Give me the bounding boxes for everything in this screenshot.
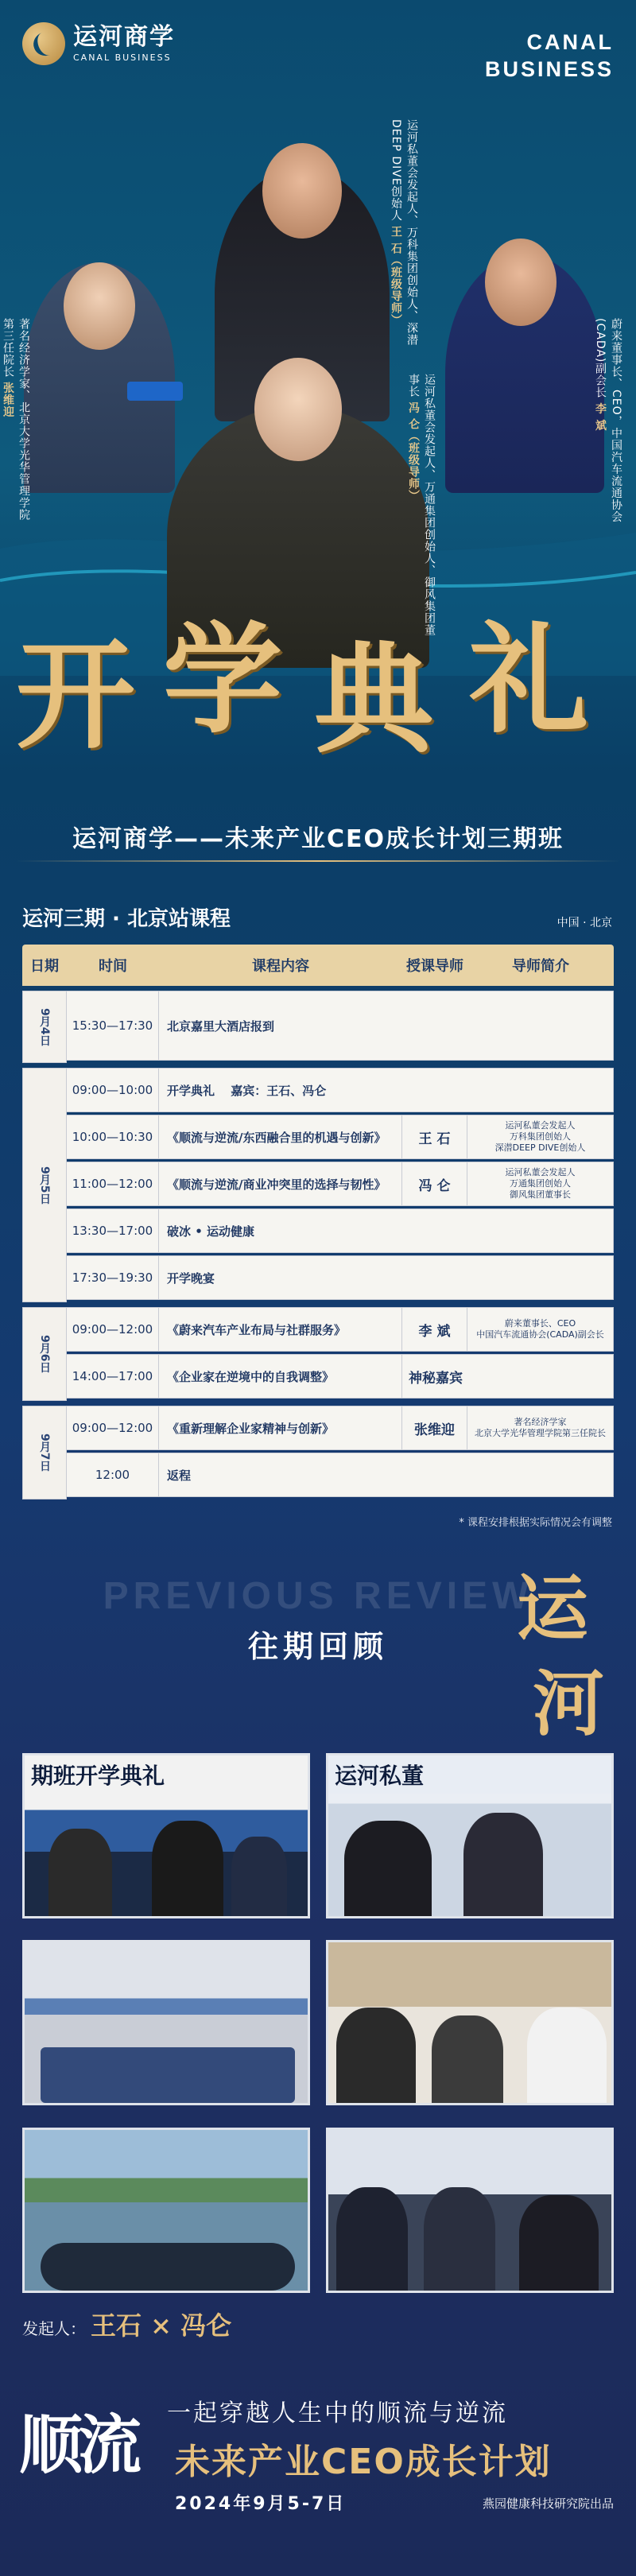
group-date: 9月7日 (22, 1406, 67, 1499)
speaker-title-li: 蔚来董事长、CEO，中国汽车流通协会(CADA)副会长 (594, 318, 622, 523)
row-teacher: 张维迎 (401, 1406, 467, 1449)
photo-1-caption: 期班开学典礼 (25, 1755, 308, 1794)
row-time: 09:00—12:00 (67, 1406, 159, 1449)
review-title: 往期回顾 (247, 1629, 388, 1664)
brand-logo (22, 22, 175, 65)
review-photo-5 (22, 2128, 310, 2293)
row-content: 《顺流与逆流/商业冲突里的选择与韧性》 (167, 1177, 386, 1192)
review-photo-2 (326, 1753, 614, 1918)
brand-wordmark (485, 29, 614, 83)
row-time: 13:30—17:00 (67, 1209, 159, 1252)
title-char-1: 开 (16, 626, 136, 766)
speaker-label-feng (405, 374, 437, 644)
title-char-4: 礼 (469, 610, 589, 750)
footer-program: 未来产业CEO成长计划 (175, 2442, 552, 2482)
speaker-label-wang (388, 119, 420, 374)
gold-divider (16, 860, 620, 862)
footer-date: 2024年9月5-7日 (175, 2494, 347, 2514)
calli-char-1: 运 (517, 1566, 588, 1651)
table-row (67, 1115, 614, 1159)
speaker-title-wang: 运河私董会发起人、万科集团创始人、深潜DEEP DIVE创始人 (390, 119, 418, 346)
table-row (67, 1406, 614, 1450)
table-row (67, 1068, 614, 1112)
schedule-table (22, 945, 614, 1499)
review-photo-3 (22, 1940, 310, 2105)
brand-line-1: CANAL (526, 30, 614, 54)
speaker-name-li: 李 斌 (594, 402, 607, 432)
review-photo-6 (326, 2128, 614, 2293)
header-teacher: 授课导师 (406, 958, 463, 975)
row-time: 10:00—10:30 (67, 1115, 159, 1158)
row-content: 返程 (167, 1468, 192, 1483)
group-date: 9月6日 (22, 1307, 67, 1401)
row-content: 破冰 • 运动健康 (167, 1224, 255, 1239)
speaker-name-feng: 冯 仑（班级导师） (407, 402, 420, 502)
group-date: 9月4日 (22, 991, 67, 1063)
review-photo-4 (326, 1940, 614, 2105)
mic-logo-icon (127, 382, 183, 401)
group-date: 9月5日 (22, 1068, 67, 1302)
initiators (22, 2306, 231, 2342)
row-time: 12:00 (67, 1453, 159, 1496)
table-header (22, 945, 614, 986)
row-content: 《重新理解企业家精神与创新》 (167, 1421, 335, 1436)
row-intro: 蔚来董事长、CEO 中国汽车流通协会(CADA)副会长 (467, 1308, 613, 1351)
date-group (22, 991, 614, 1063)
footer-logo: 顺流 (19, 2407, 137, 2482)
row-content: 《企业家在逆境中的自我调整》 (167, 1369, 335, 1384)
photo-2-caption: 运河私董 (328, 1755, 611, 1794)
program-subtitle: 运河商学——未来产业CEO成长计划三期班 (72, 825, 564, 853)
logo-cn: 运河商学 (73, 22, 175, 51)
table-row (67, 991, 614, 1061)
row-time: 09:00—12:00 (67, 1308, 159, 1351)
row-intro: 运河私董会发起人 万通集团创始人 御风集团董事长 (467, 1162, 613, 1205)
row-teacher: 王 石 (401, 1115, 467, 1158)
header-intro: 导师简介 (512, 958, 569, 975)
speakers-hero (0, 103, 636, 676)
footer-slogan: 一起穿越人生中的顺流与逆流 (167, 2399, 508, 2427)
logo-en: CANAL BUSINESS (73, 52, 172, 63)
speaker-head-wang (262, 143, 342, 239)
row-content: 《蔚来汽车产业布局与社群服务》 (167, 1322, 347, 1337)
row-content: 开学典礼 嘉宾：王石、冯仑 (167, 1083, 327, 1098)
header-time: 时间 (99, 958, 127, 975)
brand-line-2: BUSINESS (484, 57, 614, 81)
table-row (67, 1255, 614, 1300)
speaker-name-wang: 王 石（班级导师） (390, 226, 402, 327)
calli-char-2: 河 (533, 1662, 604, 1746)
header-content: 课程内容 (252, 958, 309, 975)
speaker-title-feng: 运河私董会发起人、万通集团创始人、御风集团董事长 (407, 374, 436, 636)
row-teacher: 李 斌 (401, 1308, 467, 1351)
row-time: 14:00—17:00 (67, 1355, 159, 1398)
row-teacher: 冯 仑 (401, 1162, 467, 1205)
review-bg-text: PREVIOUS REVIEW (103, 1575, 533, 1617)
speaker-label-li (592, 318, 624, 557)
table-row (67, 1162, 614, 1206)
row-content: 北京嘉里大酒店报到 (167, 1018, 275, 1034)
table-row (67, 1453, 614, 1497)
table-row (67, 1307, 614, 1352)
table-row (67, 1354, 614, 1399)
row-content: 开学晚宴 (167, 1271, 215, 1286)
row-intro: 著名经济学家 北京大学光华管理学院第三任院长 (467, 1406, 613, 1449)
review-calligraphy (509, 1550, 604, 1757)
title-char-3: 典 (314, 630, 434, 770)
row-time: 17:30—19:30 (67, 1256, 159, 1299)
logo-mark-icon (22, 22, 65, 65)
date-group (22, 1307, 614, 1401)
date-group (22, 1068, 614, 1302)
schedule-note: * 课程安排根据实际情况会有调整 (459, 1517, 612, 1529)
row-time: 09:00—10:00 (67, 1069, 159, 1111)
speaker-title-zhang: 著名经济学家、北京大学光华管理学院第三任院长 (2, 318, 30, 521)
row-teacher: 神秘嘉宾 (401, 1355, 613, 1398)
header-date: 日期 (30, 958, 59, 975)
table-row (67, 1208, 614, 1253)
schedule-location: 中国 · 北京 (556, 917, 612, 929)
schedule-title: 运河三期 · 北京站课程 (22, 907, 231, 931)
row-intro: 运河私董会发起人 万科集团创始人 深潜DEEP DIVE创始人 (467, 1115, 613, 1158)
date-group (22, 1406, 614, 1499)
initiator-names: 王石 × 冯仑 (91, 2310, 232, 2341)
speaker-head-li (485, 239, 556, 326)
speaker-head-zhang (64, 262, 135, 350)
speaker-head-feng (254, 358, 342, 461)
row-time: 11:00—12:00 (67, 1162, 159, 1205)
review-photo-1 (22, 1753, 310, 1918)
speaker-name-zhang: 张维迎 (2, 382, 14, 418)
initiator-label: 发起人： (22, 2319, 86, 2338)
title-char-2: 学 (163, 610, 283, 750)
row-content: 《顺流与逆流/东西融合里的机遇与创新》 (167, 1130, 386, 1145)
opening-ceremony-title (16, 610, 620, 795)
row-time: 15:30—17:30 (67, 991, 159, 1060)
footer-org: 燕园健康科技研究院出品 (482, 2496, 614, 2511)
speaker-label-zhang (0, 318, 32, 525)
